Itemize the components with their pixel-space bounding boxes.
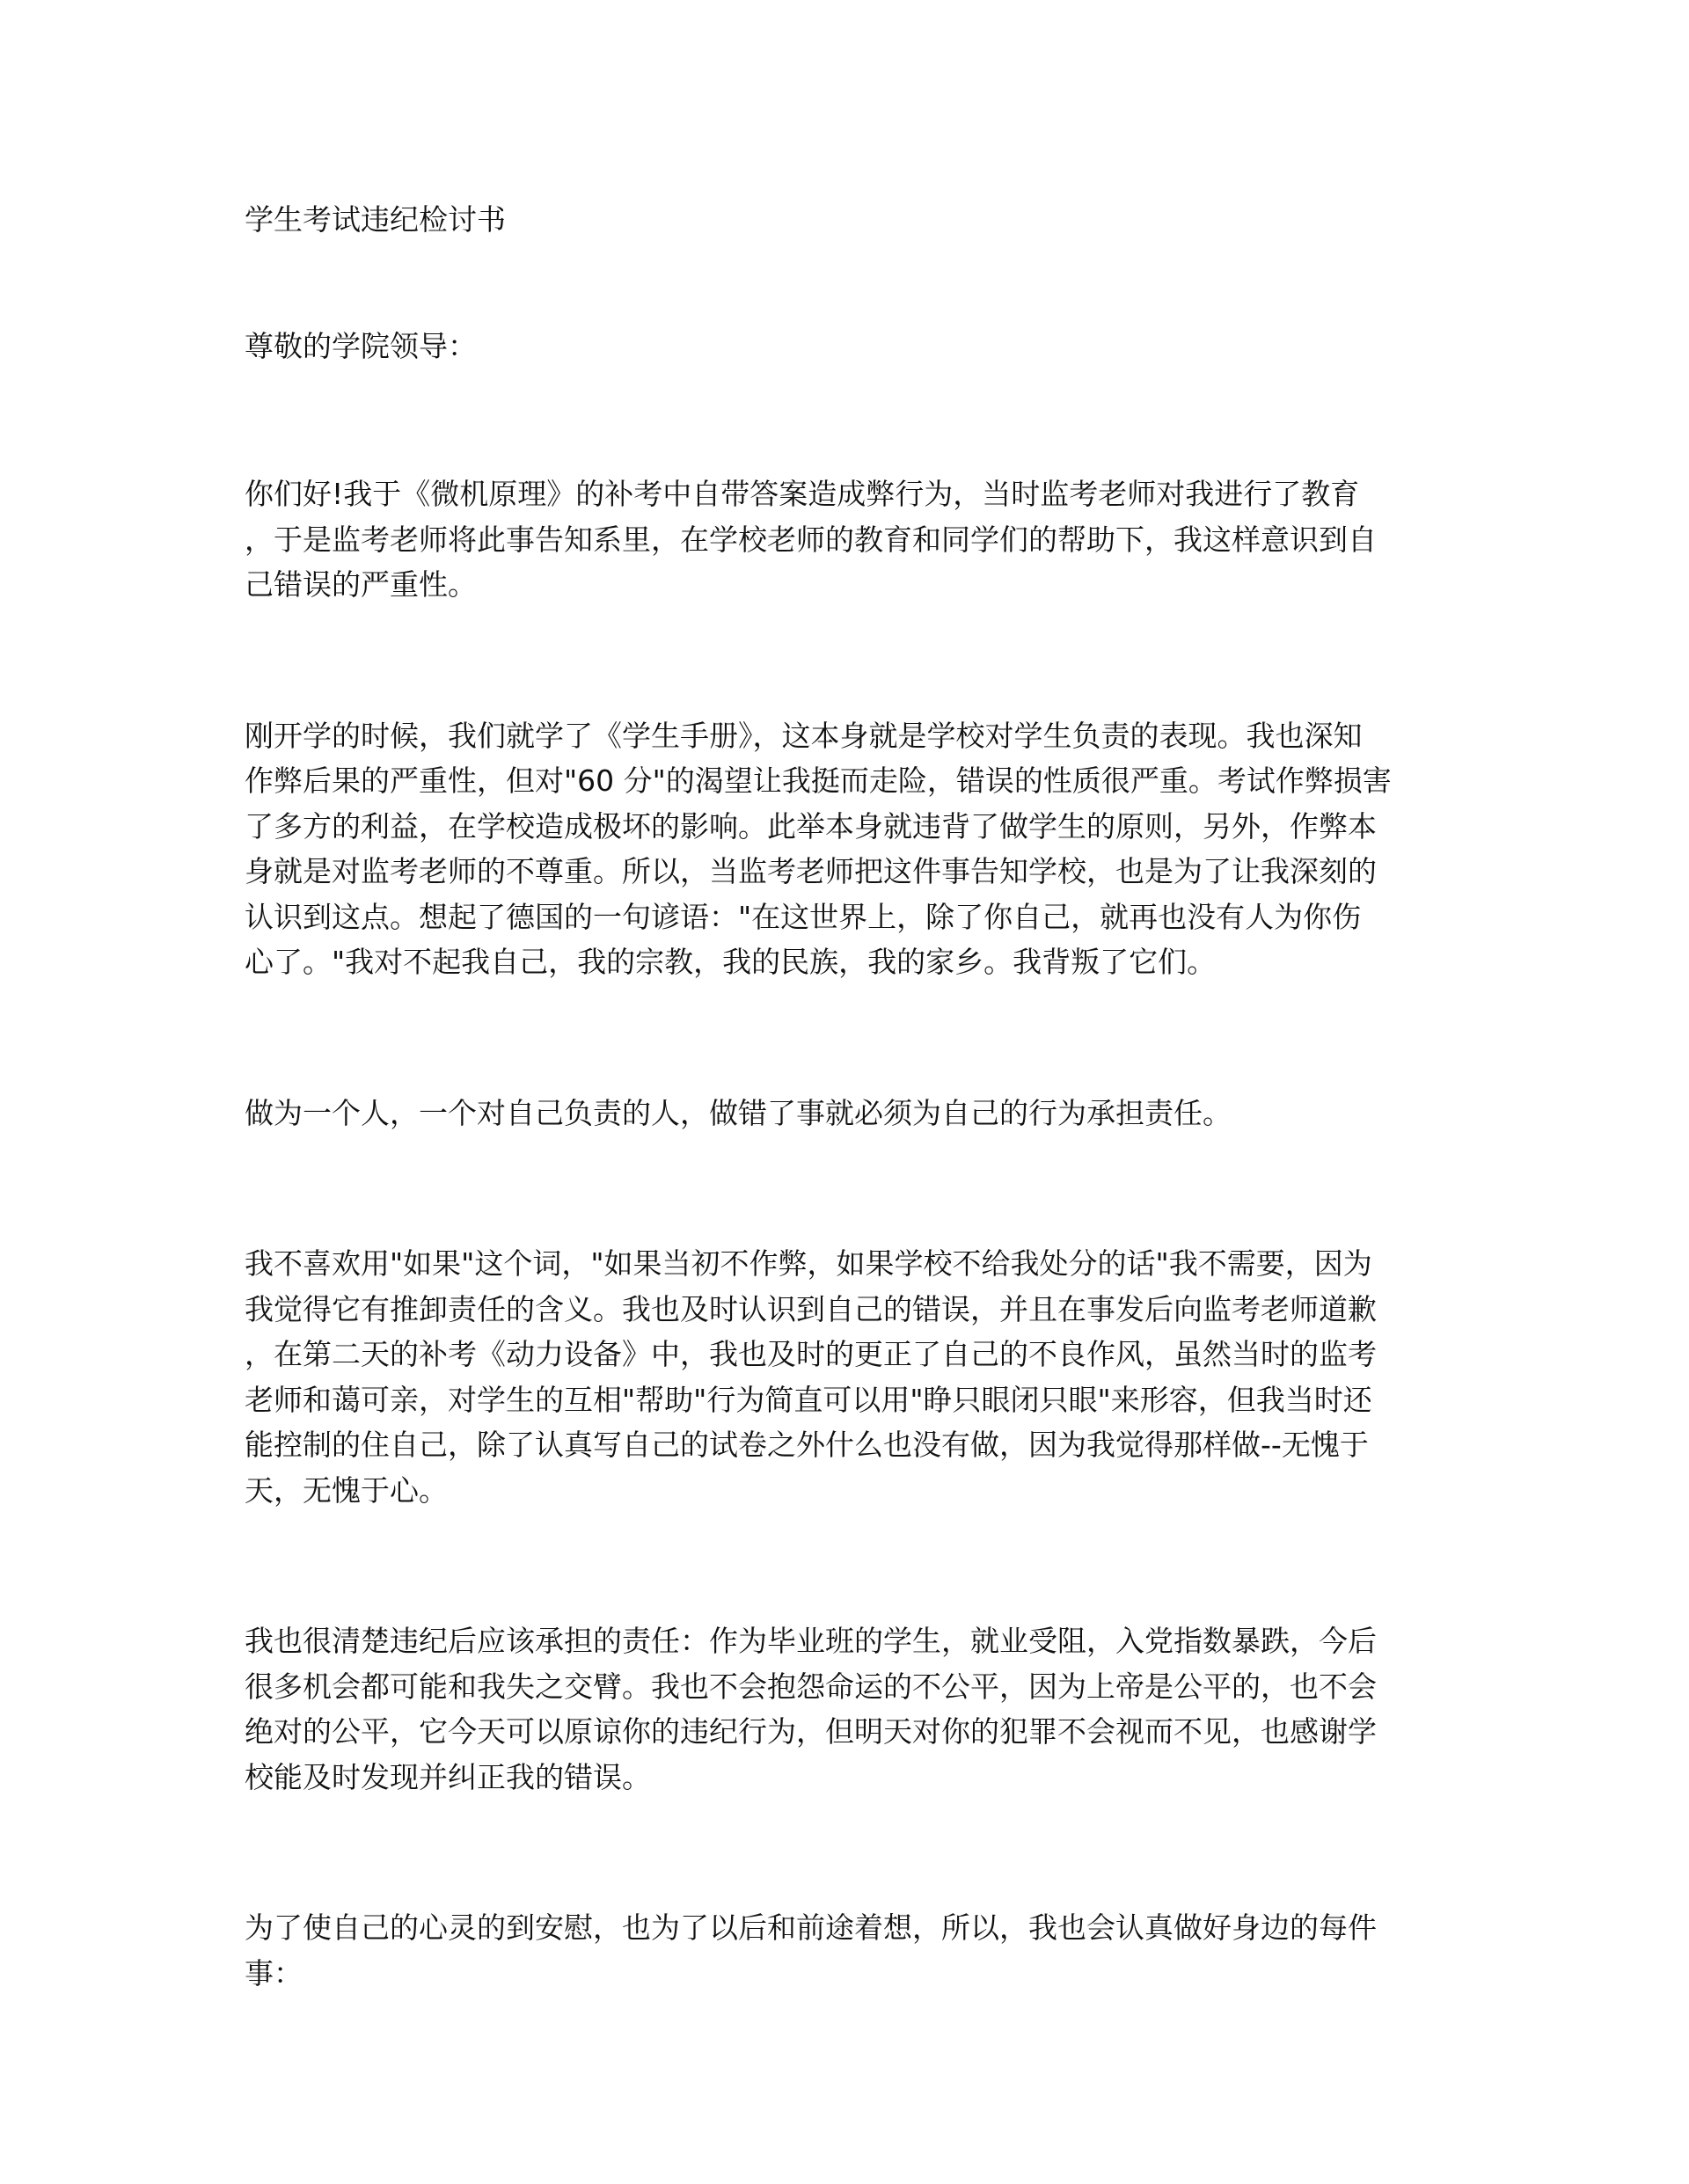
paragraph-line: 做为一个人，一个对自己负责的人，做错了事就必须为自己的行为承担责任。 xyxy=(245,1095,1232,1130)
paragraph-5 xyxy=(245,1618,1432,1800)
paragraph-1 xyxy=(245,471,1432,608)
paragraph-2 xyxy=(245,713,1432,985)
paragraph-line: 你们好!我于《微机原理》的补考中自带答案造成弊行为，当时监考老师对我进行了教育 xyxy=(245,477,1360,511)
paragraph-line: ，在第二天的补考《动力设备》中，我也及时的更正了自己的不良作风，虽然当时的监考 xyxy=(245,1337,1377,1371)
paragraph-line: 我也很清楚违纪后应该承担的责任：作为毕业班的学生，就业受阻，入党指数暴跌，今后 xyxy=(245,1624,1377,1658)
paragraph-line: 心了。"我对不起我自己，我的宗教，我的民族，我的家乡。我背叛了它们。 xyxy=(245,945,1217,979)
paragraph-line: 能控制的住自己，除了认真写自己的试卷之外什么也没有做，因为我觉得那样做--无愧于 xyxy=(245,1428,1369,1462)
paragraph-3 xyxy=(245,1091,1432,1136)
paragraph-4 xyxy=(245,1241,1432,1513)
paragraph-line: 刚开学的时候，我们就学了《学生手册》，这本身就是学校对学生负责的表现。我也深知 xyxy=(245,718,1363,753)
paragraph-line: 事： xyxy=(245,1955,303,1990)
paragraph-line: ，于是监考老师将此事告知系里，在学校老师的教育和同学们的帮助下，我这样意识到自 xyxy=(245,522,1377,557)
paragraph-line: 校能及时发现并纠正我的错误。 xyxy=(245,1759,651,1794)
paragraph-line: 作弊后果的严重性，但对"60 分"的渴望让我挺而走险，错误的性质很严重。考试作弊损害 xyxy=(245,763,1392,798)
paragraph-6 xyxy=(245,1905,1432,1996)
paragraph-line: 为了使自己的心灵的到安慰，也为了以后和前途着想，所以，我也会认真做好身边的每件 xyxy=(245,1910,1377,1945)
paragraph-line: 身就是对监考老师的不尊重。所以，当监考老师把这件事告知学校，也是为了让我深刻的 xyxy=(245,854,1377,888)
paragraph-line: 认识到这点。想起了德国的一句谚语："在这世界上，除了你自己，就再也没有人为你伤 xyxy=(245,899,1362,934)
document-body xyxy=(245,197,1432,2101)
paragraph-line: 我觉得它有推卸责任的含义。我也及时认识到自己的错误，并且在事发后向监考老师道歉 xyxy=(245,1291,1377,1326)
paragraph-line: 我不喜欢用"如果"这个词，"如果当初不作弊，如果学校不给我处分的话"我不需要，因为 xyxy=(245,1246,1372,1281)
paragraph-line: 很多机会都可能和我失之交臂。我也不会抱怨命运的不公平，因为上帝是公平的，也不会 xyxy=(245,1669,1377,1704)
paragraph-line: 老师和蔼可亲，对学生的互相"帮助"行为简直可以用"睁只眼闭只眼"来形容，但我当时还 xyxy=(245,1382,1372,1417)
paragraph-line: 绝对的公平，它今天可以原谅你的违纪行为，但明天对你的犯罪不会视而不见，也感谢学 xyxy=(245,1714,1377,1749)
paragraph-line: 天，无愧于心。 xyxy=(245,1472,448,1508)
salutation: 尊敬的学院领导： xyxy=(245,329,477,363)
paragraph-line: 己错误的严重性。 xyxy=(245,567,477,602)
paragraph-line: 了多方的利益，在学校造成极坏的影响。此举本身就违背了做学生的原则，另外，作弊本 xyxy=(245,808,1377,844)
document-title: 学生考试违纪检讨书 xyxy=(245,202,506,237)
